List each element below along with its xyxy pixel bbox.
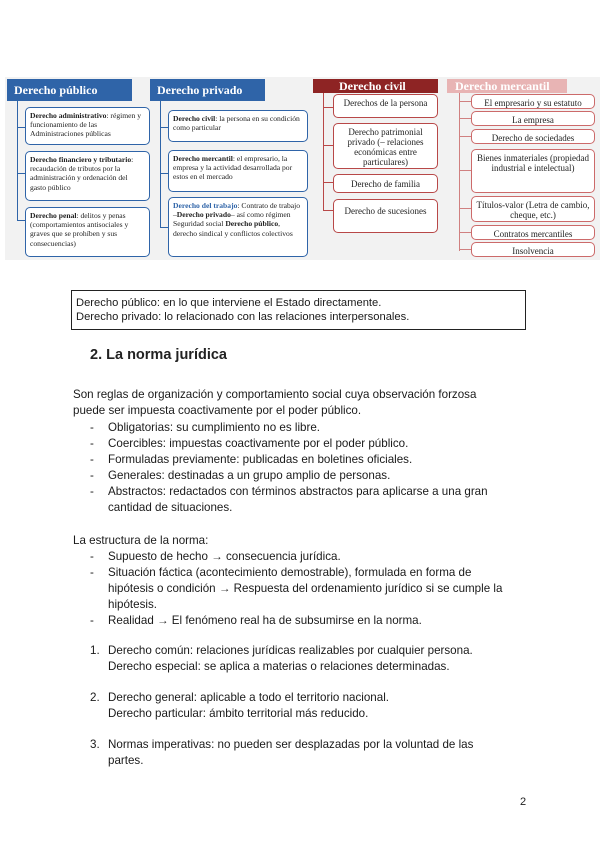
structure-item-situacion: - Situación fáctica (acontecimiento demostrable), formulada en forma de xyxy=(90,566,472,579)
box-derecho-penal: Derecho penal: delitos y penas (comportamientos antisociales y graves que se prohíben y sus consecuencias) xyxy=(25,207,150,257)
numbered-item-1: 1. Derecho común: relaciones jurídicas realizables por cualquier persona. Derecho especial: se aplica a materias o relaciones determinadas. xyxy=(90,644,473,673)
list-item-coercibles: - Coercibles: impuestas coactivamente por el poder público. xyxy=(90,437,409,450)
structure-item-situacion-cont2: hipótesis. xyxy=(108,598,157,611)
definition-note-box xyxy=(71,290,526,330)
box-derecho-del-trabajo: Derecho del trabajo: Contrato de trabajo –Derecho privado– así como régimen Seguridad social Derecho público, derecho sindical y conflictos colectivos xyxy=(168,197,308,257)
box-derecho-mercantil-privado: Derecho mercantil: el empresario, la empresa y la actividad desarrollada por estos en el mercado xyxy=(168,150,308,192)
note-line-publico: Derecho público: en lo que interviene el Estado directamente. xyxy=(76,297,382,309)
list-item-abstractos: - Abstractos: redactados con términos abstractos para aplicarse a una gran xyxy=(90,485,488,498)
law-classification-diagram xyxy=(5,77,600,260)
header-derecho-mercantil: Derecho mercantil xyxy=(447,79,567,93)
box-derechos-de-la-persona: Derechos de la persona xyxy=(333,94,438,118)
box-derecho-patrimonial: Derecho patrimonial privado (– relaciones económicas entre particulares) xyxy=(333,123,438,169)
box-derecho-civil-privado: Derecho civil: la persona en su condición como particular xyxy=(168,110,308,142)
header-derecho-publico: Derecho público xyxy=(7,79,132,101)
list-item-abstractos-cont: cantidad de situaciones. xyxy=(108,501,233,514)
structure-item-situacion-cont: hipótesis o condición → Respuesta del ordenamiento jurídico si se cumple la xyxy=(108,582,503,595)
structure-item-supuesto: - Supuesto de hecho → consecuencia jurídica. xyxy=(90,550,341,563)
box-insolvencia: Insolvencia xyxy=(471,242,595,257)
intro-line-2: puede ser impuesta coactivamente por el poder público. xyxy=(73,404,362,417)
header-derecho-civil: Derecho civil xyxy=(313,79,438,93)
numbered-item-2: 2. Derecho general: aplicable a todo el territorio nacional. Derecho particular: ámbito territorial más reducido. xyxy=(90,691,389,720)
numbered-item-3: 3. Normas imperativas: no pueden ser desplazadas por la voluntad de las partes. xyxy=(90,738,474,767)
box-derecho-de-sociedades: Derecho de sociedades xyxy=(471,129,595,144)
box-empresario: El empresario y su estatuto xyxy=(471,94,595,109)
note-line-privado: Derecho privado: lo relacionado con las relaciones interpersonales. xyxy=(76,311,410,323)
intro-line-1: Son reglas de organización y comportamiento social cuya observación forzosa xyxy=(73,388,477,401)
page-number: 2 xyxy=(520,796,527,808)
box-derecho-de-sucesiones: Derecho de sucesiones xyxy=(333,199,438,233)
box-contratos-mercantiles: Contratos mercantiles xyxy=(471,225,595,240)
box-derecho-financiero: Derecho financiero y tributario: recaudación de tributos por la administración y ordenación del gasto público xyxy=(25,151,150,201)
box-derecho-de-familia: Derecho de familia xyxy=(333,174,438,193)
structure-title: La estructura de la norma: xyxy=(73,534,209,547)
list-item-generales: - Generales: destinadas a un grupo amplio de personas. xyxy=(90,469,391,482)
section-title: 2. La norma jurídica xyxy=(90,347,227,363)
box-derecho-administrativo: Derecho administrativo: régimen y funcionamiento de las Administraciones públicas xyxy=(25,107,150,145)
header-derecho-privado: Derecho privado xyxy=(150,79,265,101)
list-item-obligatorias: - Obligatorias: su cumplimiento no es libre. xyxy=(90,421,321,434)
list-item-formuladas: - Formuladas previamente: publicadas en boletines oficiales. xyxy=(90,453,413,466)
structure-item-realidad: - Realidad → El fenómeno real ha de subsumirse en la norma. xyxy=(90,614,422,627)
box-bienes-inmateriales: Bienes inmateriales (propiedad industrial e intelectual) xyxy=(471,149,595,193)
box-empresa: La empresa xyxy=(471,111,595,126)
box-titulos-valor: Títulos-valor (Letra de cambio, cheque, etc.) xyxy=(471,196,595,222)
